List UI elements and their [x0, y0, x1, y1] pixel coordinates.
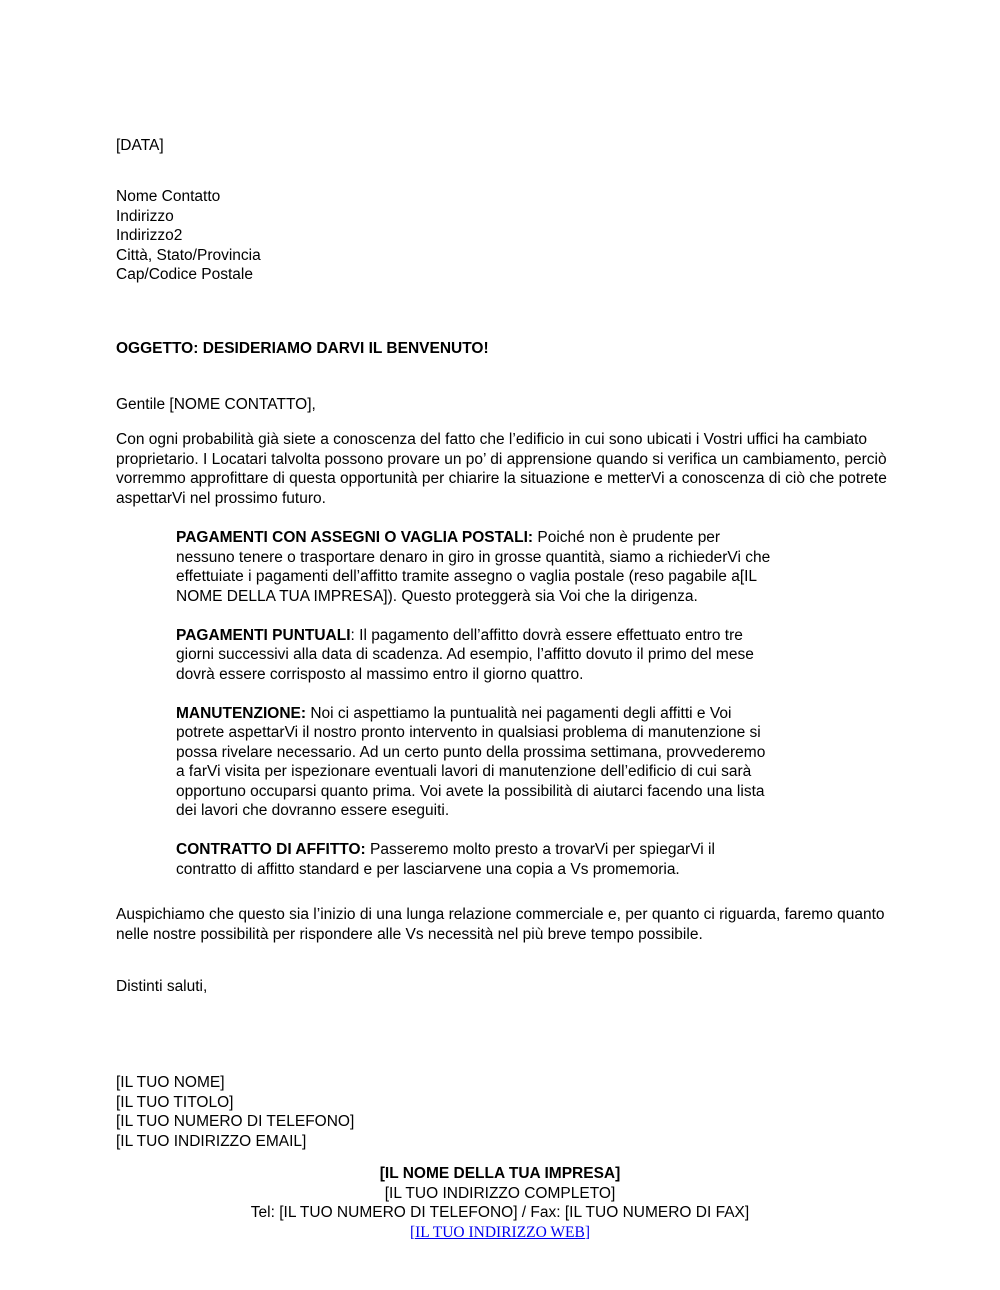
term-block-payments-checks	[176, 528, 776, 606]
recipient-line: Indirizzo	[116, 207, 174, 225]
term-text: Passeremo molto presto a trovarVi per spiegarVi il contratto di affitto standard e per lasciarvene una copia a Vs promemoria.	[176, 841, 715, 878]
term-block-timely-payments	[176, 626, 776, 685]
salutation: Gentile [NOME CONTATTO],	[116, 396, 316, 413]
recipient-address-block	[116, 187, 261, 285]
term-text: Noi ci aspettiamo la puntualità nei pagamenti degli affitti e Voi potrete aspettarVi il nostro pronto intervento in qualsiasi problema di manutenzione si possa rivelare necessario. Ad un certo punto della prossima settimana, provvederemo a farVi visita per ispezionare eventuali lavori di manutenzione dell’edificio di cui sarà opportuno occuparsi quanto prima. Voi avete la possibilità di aiutarci facendo una lista dei lavori che dovranno essere eseguiti.	[176, 704, 766, 819]
term-heading: PAGAMENTI CON ASSEGNI O VAGLIA POSTALI:	[176, 529, 534, 546]
recipient-line: Nome Contatto	[116, 188, 221, 205]
term-heading: PAGAMENTI PUNTUALI	[176, 626, 351, 644]
intro-paragraph: Con ogni probabilità già siete a conoscenza del fatto che l’edificio in cui sono ubicati i Vostri uffici ha cambiato proprietario. I Locatari talvolta possono provare un po’ di apprensione quando si verifica un cambiamento, perciò vorremmo approfittare di questa opportunità per chiarire la situazione e metterVi a conoscenza di ciò che potrete aspettarVi nel prossimo futuro.	[116, 431, 887, 507]
regards-line: Distinti saluti,	[116, 978, 208, 995]
term-heading: CONTRATTO DI AFFITTO:	[176, 841, 366, 858]
recipient-line: Cap/Codice Postale	[116, 266, 253, 283]
recipient-line: Città, Stato/Provincia	[116, 246, 261, 264]
page-footer	[0, 1164, 1000, 1242]
signature-block	[116, 1073, 354, 1151]
subject-line: OGGETTO: DESIDERIAMO DARVI IL BENVENUTO!	[116, 340, 489, 357]
signature-line: [IL TUO TITOLO]	[116, 1093, 234, 1111]
term-block-maintenance	[176, 704, 776, 821]
footer-address: [IL TUO INDIRIZZO COMPLETO]	[384, 1184, 616, 1202]
signature-line: [IL TUO NUMERO DI TELEFONO]	[116, 1113, 355, 1130]
term-heading-colon: :	[350, 626, 355, 644]
signature-line: [IL TUO INDIRIZZO EMAIL]	[116, 1132, 307, 1150]
signature-line: [IL TUO NOME]	[116, 1074, 225, 1091]
recipient-line: Indirizzo2	[116, 227, 183, 244]
term-text: Il pagamento dell’affitto dovrà essere effettuato entro tre giorni successivi alla data di scadenza. Ad esempio, l’affitto dovuto il primo del mese dovrà essere corrisposto al massimo entro il giorno quattro.	[176, 626, 754, 683]
term-block-lease-contract	[176, 840, 776, 879]
footer-company-name: [IL NOME DELLA TUA IMPRESA]	[379, 1165, 621, 1182]
term-text: Poiché non è prudente per nessuno tenere o trasportare denaro in giro in grosse quantità, siamo a richiederVi che effettuiate i pagamenti dell’affitto tramite assegno o vaglia postale (reso pagabile a[IL NOME DELLA TUA IMPRESA]). Questo proteggerà sia Voi che la dirigenza.	[176, 529, 771, 605]
date-placeholder: [DATA]	[116, 137, 164, 154]
footer-website-link[interactable]: [IL TUO INDIRIZZO WEB]	[409, 1223, 591, 1241]
footer-phone-fax: Tel: [IL TUO NUMERO DI TELEFONO] / Fax: [IL TUO NUMERO DI FAX]	[250, 1204, 750, 1221]
term-heading: MANUTENZIONE:	[176, 704, 307, 722]
terms-block-list	[176, 528, 776, 879]
closing-paragraph: Auspichiamo che questo sia l’inizio di una lunga relazione commerciale e, per quanto ci riguarda, faremo quanto nelle nostre possibilità per rispondere alle Vs necessità nel più breve tempo possibile.	[116, 906, 885, 943]
